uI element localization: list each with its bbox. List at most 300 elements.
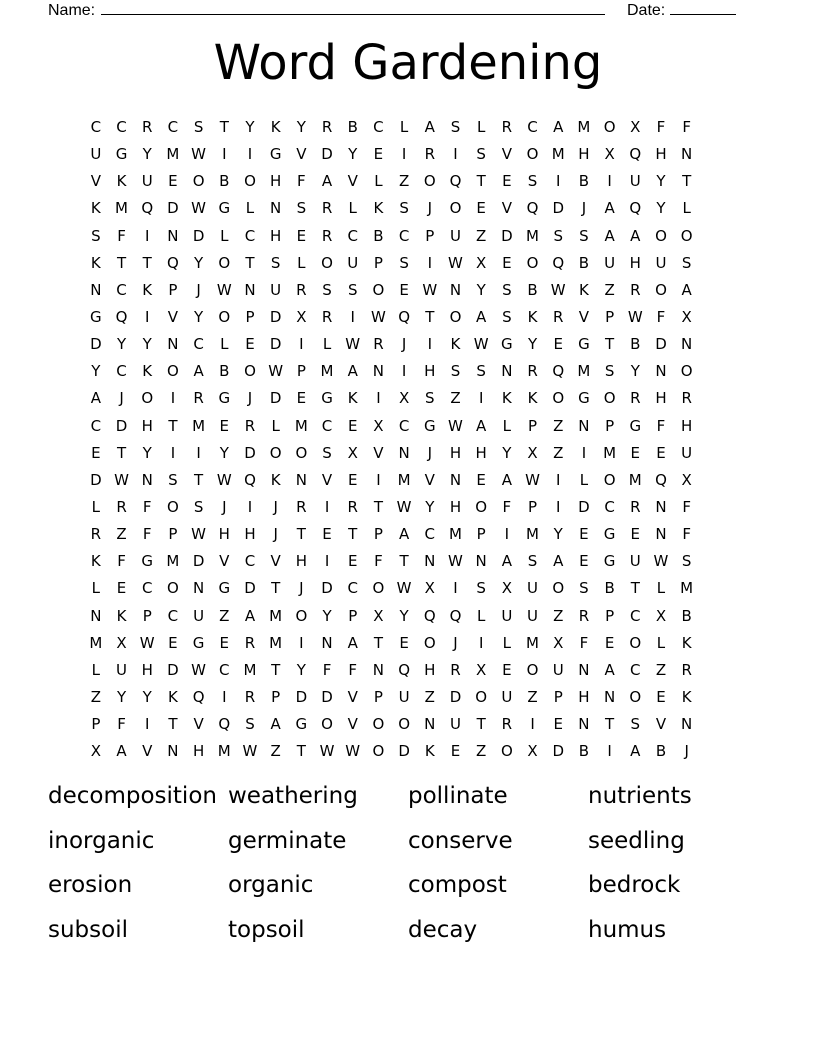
grid-letter[interactable]: Y [219,443,229,462]
grid-letter[interactable]: P [425,226,435,245]
grid-letter[interactable]: Z [398,172,410,191]
grid-letter[interactable]: O [526,660,539,679]
grid-letter[interactable]: S [630,715,641,734]
grid-letter[interactable]: H [475,443,487,462]
grid-letter[interactable]: X [476,253,487,272]
grid-letter[interactable]: Y [656,199,666,218]
grid-letter[interactable]: A [553,552,564,571]
grid-letter[interactable]: N [603,688,616,707]
grid-letter[interactable]: M [294,416,308,435]
grid-letter[interactable]: C [167,606,179,625]
grid-letter[interactable]: K [450,335,461,354]
grid-letter[interactable]: T [476,172,486,191]
grid-letter[interactable]: Y [656,172,666,191]
grid-letter[interactable]: V [296,145,307,164]
grid-letter[interactable]: V [655,715,667,734]
grid-letter[interactable]: V [321,470,333,489]
grid-letter[interactable]: M [551,145,565,164]
grid-letter[interactable]: K [424,742,435,761]
grid-letter[interactable]: Z [476,742,487,761]
grid-letter[interactable]: C [604,498,615,517]
grid-letter[interactable]: R [553,308,564,327]
grid-letter[interactable]: X [553,633,564,652]
grid-letter[interactable]: M [628,470,642,489]
grid-letter[interactable]: I [247,498,253,517]
grid-letter[interactable]: M [115,199,128,218]
grid-letter[interactable]: X [373,606,384,625]
grid-letter[interactable]: E [502,172,512,191]
grid-letter[interactable]: H [270,226,282,245]
grid-letter[interactable]: U [501,688,513,707]
grid-letter[interactable]: A [116,742,127,761]
grid-letter[interactable]: N [449,470,462,489]
grid-letter[interactable]: V [347,688,358,707]
grid-letter[interactable]: Q [552,253,565,272]
grid-letter[interactable]: Y [527,335,538,354]
grid-letter[interactable]: H [141,660,153,679]
grid-letter[interactable]: R [450,660,461,679]
grid-letter[interactable]: H [578,688,590,707]
grid-letter[interactable]: C [630,606,641,625]
grid-letter[interactable]: I [145,226,150,245]
grid-letter[interactable]: O [218,308,231,327]
grid-letter[interactable]: E [347,552,358,571]
grid-letter[interactable]: W [191,145,207,164]
grid-letter[interactable]: D [192,552,205,571]
grid-letter[interactable]: I [170,389,176,408]
grid-letter[interactable]: L [656,579,666,598]
grid-letter[interactable]: I [222,145,227,164]
grid-letter[interactable]: C [90,416,102,435]
grid-letter[interactable]: U [629,552,641,571]
grid-letter[interactable]: L [271,416,280,435]
grid-letter[interactable]: C [244,552,256,571]
grid-letter[interactable]: P [605,416,615,435]
grid-letter[interactable]: V [219,552,230,571]
grid-letter[interactable]: N [372,660,385,679]
grid-letter[interactable]: P [245,308,255,327]
grid-letter[interactable]: Z [116,525,127,544]
grid-letter[interactable]: J [222,498,227,517]
grid-letter[interactable]: G [141,552,154,571]
grid-letter[interactable]: A [347,362,358,381]
grid-letter[interactable]: S [553,226,563,245]
grid-letter[interactable]: L [476,118,486,137]
grid-letter[interactable]: F [682,525,691,544]
grid-letter[interactable]: J [299,579,304,598]
grid-letter[interactable]: E [245,335,255,354]
grid-letter[interactable]: D [449,688,462,707]
grid-letter[interactable]: O [372,742,385,761]
grid-letter[interactable]: G [578,335,590,354]
grid-letter[interactable]: J [247,389,253,408]
grid-letter[interactable]: R [630,389,641,408]
grid-letter[interactable]: E [322,525,332,544]
grid-letter[interactable]: S [527,552,538,571]
grid-letter[interactable]: O [192,172,205,191]
grid-letter[interactable]: U [90,145,102,164]
grid-letter[interactable]: E [373,145,384,164]
grid-letter[interactable]: O [167,579,179,598]
grid-letter[interactable]: D [90,470,102,489]
grid-letter[interactable]: I [453,145,458,164]
grid-letter[interactable]: W [191,660,207,679]
grid-letter[interactable]: N [578,660,590,679]
grid-letter[interactable]: V [373,443,384,462]
grid-letter[interactable]: R [681,389,692,408]
grid-letter[interactable]: W [139,633,155,652]
grid-letter[interactable]: M [243,660,257,679]
grid-letter[interactable]: G [115,145,128,164]
grid-letter[interactable]: V [270,552,281,571]
grid-letter[interactable]: R [373,335,384,354]
grid-letter[interactable]: P [476,525,486,544]
grid-letter[interactable]: Y [425,498,435,517]
grid-letter[interactable]: F [142,498,152,517]
grid-letter[interactable]: U [629,172,641,191]
grid-letter[interactable]: W [448,253,463,272]
grid-letter[interactable]: I [478,389,484,408]
grid-letter[interactable]: W [242,742,258,761]
grid-letter[interactable]: O [680,226,693,245]
grid-letter[interactable]: F [682,118,691,137]
grid-letter[interactable]: E [219,416,230,435]
grid-letter[interactable]: C [347,579,358,598]
grid-letter[interactable]: R [630,498,641,517]
grid-letter[interactable]: A [604,660,615,679]
grid-letter[interactable]: H [449,498,462,517]
grid-letter[interactable]: D [244,579,256,598]
grid-letter[interactable]: Q [449,606,462,625]
grid-letter[interactable]: T [116,253,127,272]
grid-letter[interactable]: Z [476,226,487,245]
grid-letter[interactable]: X [681,470,692,489]
grid-letter[interactable]: A [681,280,692,299]
grid-letter[interactable]: E [630,525,641,544]
grid-letter[interactable]: S [502,280,512,299]
grid-letter[interactable]: O [295,606,308,625]
grid-letter[interactable]: R [501,715,513,734]
grid-letter[interactable]: K [681,688,692,707]
grid-letter[interactable]: S [245,715,255,734]
grid-letter[interactable]: O [449,199,462,218]
grid-letter[interactable]: Q [629,145,642,164]
grid-letter[interactable]: B [578,172,590,191]
grid-letter[interactable]: M [526,226,539,245]
grid-letter[interactable]: S [296,199,307,218]
grid-letter[interactable]: C [373,118,384,137]
grid-letter[interactable]: O [603,389,616,408]
grid-letter[interactable]: M [577,118,591,137]
grid-letter[interactable]: A [270,715,281,734]
grid-letter[interactable]: J [273,498,278,517]
grid-letter[interactable]: P [373,688,383,707]
grid-letter[interactable]: C [347,226,358,245]
grid-letter[interactable]: Z [553,416,564,435]
grid-letter[interactable]: N [449,280,462,299]
grid-letter[interactable]: Y [142,145,152,164]
grid-letter[interactable]: G [578,389,590,408]
grid-letter[interactable]: I [556,498,561,517]
grid-letter[interactable]: J [401,335,407,354]
grid-letter[interactable]: M [603,443,617,462]
grid-letter[interactable]: R [244,416,256,435]
grid-letter[interactable]: T [168,715,178,734]
grid-letter[interactable]: O [500,742,513,761]
grid-letter[interactable]: T [630,579,640,598]
grid-letter[interactable]: L [502,416,512,435]
grid-letter[interactable]: P [605,308,615,327]
grid-letter[interactable]: Z [270,742,281,761]
grid-letter[interactable]: W [448,552,463,571]
grid-letter[interactable]: H [295,552,307,571]
grid-letter[interactable]: D [269,308,282,327]
grid-letter[interactable]: E [476,199,486,218]
grid-letter[interactable]: V [501,199,512,218]
grid-letter[interactable]: W [627,308,643,327]
grid-letter[interactable]: Q [398,660,410,679]
grid-letter[interactable]: A [476,416,487,435]
grid-letter[interactable]: O [321,253,333,272]
grid-letter[interactable]: S [450,362,461,381]
grid-letter[interactable]: W [345,335,361,354]
grid-letter[interactable]: V [501,145,512,164]
grid-letter[interactable]: N [270,199,282,218]
grid-letter[interactable]: D [167,199,179,218]
grid-letter[interactable]: E [502,253,512,272]
grid-letter[interactable]: O [449,308,462,327]
grid-letter[interactable]: D [321,579,333,598]
grid-letter[interactable]: L [91,498,101,517]
grid-letter[interactable]: S [476,579,486,598]
grid-letter[interactable]: C [219,660,230,679]
grid-letter[interactable]: P [142,606,152,625]
grid-letter[interactable]: N [681,335,693,354]
grid-letter[interactable]: O [629,688,642,707]
grid-letter[interactable]: N [655,498,667,517]
grid-letter[interactable]: R [193,389,204,408]
grid-letter[interactable]: M [320,362,334,381]
grid-letter[interactable]: C [193,335,204,354]
grid-letter[interactable]: Y [245,118,255,137]
grid-letter[interactable]: R [244,688,256,707]
grid-letter[interactable]: A [90,389,101,408]
grid-letter[interactable]: I [324,498,330,517]
grid-letter[interactable]: F [142,525,152,544]
grid-letter[interactable]: Q [552,362,565,381]
grid-letter[interactable]: B [347,118,358,137]
grid-letter[interactable]: I [556,172,561,191]
grid-letter[interactable]: T [373,633,383,652]
grid-letter[interactable]: C [116,280,127,299]
grid-letter[interactable]: W [216,470,232,489]
grid-letter[interactable]: F [656,118,666,137]
grid-letter[interactable]: C [167,118,179,137]
grid-letter[interactable]: L [245,199,255,218]
grid-letter[interactable]: X [630,118,641,137]
grid-letter[interactable]: Y [296,118,306,137]
grid-letter[interactable]: K [90,253,101,272]
grid-letter[interactable]: I [607,172,612,191]
grid-letter[interactable]: Y [348,145,358,164]
grid-letter[interactable]: U [116,660,128,679]
grid-letter[interactable]: T [399,552,409,571]
grid-letter[interactable]: R [681,660,692,679]
grid-letter[interactable]: F [117,715,126,734]
grid-letter[interactable]: A [347,633,358,652]
grid-letter[interactable]: R [321,226,333,245]
grid-letter[interactable]: U [681,443,693,462]
grid-letter[interactable]: K [142,280,153,299]
grid-letter[interactable]: U [527,579,539,598]
grid-letter[interactable]: T [373,498,383,517]
grid-letter[interactable]: H [655,145,667,164]
grid-letter[interactable]: Z [553,443,564,462]
grid-letter[interactable]: O [552,579,565,598]
grid-letter[interactable]: L [348,199,357,218]
grid-letter[interactable]: S [450,118,461,137]
grid-letter[interactable]: S [527,172,538,191]
grid-letter[interactable]: O [218,253,231,272]
grid-letter[interactable]: R [116,498,127,517]
grid-letter[interactable]: R [527,362,538,381]
grid-letter[interactable]: B [681,606,692,625]
grid-letter[interactable]: R [244,633,256,652]
grid-letter[interactable]: U [193,606,205,625]
grid-letter[interactable]: T [168,416,178,435]
grid-letter[interactable]: E [553,335,563,354]
grid-letter[interactable]: L [322,335,332,354]
grid-letter[interactable]: A [244,606,256,625]
grid-letter[interactable]: N [424,715,436,734]
grid-letter[interactable]: O [475,688,488,707]
grid-letter[interactable]: S [604,362,615,381]
grid-letter[interactable]: D [269,335,282,354]
grid-letter[interactable]: F [656,308,666,327]
grid-letter[interactable]: J [119,389,124,408]
grid-letter[interactable]: A [398,525,410,544]
grid-letter[interactable]: B [630,335,641,354]
grid-letter[interactable]: Y [296,660,306,679]
grid-letter[interactable]: W [370,308,386,327]
grid-letter[interactable]: S [91,226,101,245]
grid-letter[interactable]: L [220,335,229,354]
grid-letter[interactable]: F [502,498,512,517]
grid-letter[interactable]: E [399,633,409,652]
grid-letter[interactable]: Q [167,253,179,272]
grid-letter[interactable]: X [398,389,410,408]
grid-letter[interactable]: E [347,416,358,435]
grid-letter[interactable]: P [168,525,178,544]
grid-letter[interactable]: R [90,525,102,544]
grid-letter[interactable]: X [476,660,487,679]
grid-letter[interactable]: X [604,145,615,164]
grid-letter[interactable]: I [145,715,150,734]
grid-letter[interactable]: E [579,525,589,544]
grid-letter[interactable]: P [91,715,101,734]
grid-letter[interactable]: O [655,280,667,299]
grid-letter[interactable]: S [193,118,204,137]
grid-letter[interactable]: B [527,280,538,299]
grid-letter[interactable]: X [655,606,667,625]
grid-letter[interactable]: I [401,145,407,164]
grid-letter[interactable]: E [502,660,512,679]
grid-letter[interactable]: X [424,579,435,598]
grid-letter[interactable]: O [603,470,616,489]
grid-letter[interactable]: R [424,145,435,164]
grid-letter[interactable]: I [196,443,201,462]
grid-letter[interactable]: K [116,172,127,191]
grid-letter[interactable]: W [191,525,207,544]
grid-letter[interactable]: O [141,389,154,408]
grid-letter[interactable]: E [656,443,666,462]
grid-letter[interactable]: F [348,660,358,679]
grid-letter[interactable]: K [527,308,538,327]
grid-letter[interactable]: U [449,715,461,734]
grid-letter[interactable]: V [90,172,101,191]
grid-letter[interactable]: C [527,118,538,137]
grid-letter[interactable]: N [167,742,179,761]
grid-letter[interactable]: D [321,145,333,164]
grid-letter[interactable]: G [269,145,282,164]
grid-letter[interactable]: A [604,199,615,218]
grid-letter[interactable]: X [527,443,538,462]
grid-letter[interactable]: I [581,443,587,462]
grid-letter[interactable]: Q [141,199,154,218]
grid-letter[interactable]: K [527,389,538,408]
grid-letter[interactable]: T [296,742,306,761]
grid-letter[interactable]: K [578,280,589,299]
grid-letter[interactable]: T [605,335,615,354]
grid-letter[interactable]: R [501,118,513,137]
grid-letter[interactable]: X [116,633,127,652]
grid-letter[interactable]: T [271,660,281,679]
grid-letter[interactable]: W [191,199,207,218]
grid-letter[interactable]: H [192,742,205,761]
grid-letter[interactable]: A [321,172,333,191]
grid-letter[interactable]: U [270,280,282,299]
grid-letter[interactable]: B [219,362,230,381]
grid-letter[interactable]: B [604,579,615,598]
grid-letter[interactable]: Q [398,308,410,327]
grid-letter[interactable]: N [578,416,590,435]
grid-letter[interactable]: R [578,606,590,625]
grid-letter[interactable]: S [681,253,692,272]
grid-letter[interactable]: I [247,145,253,164]
grid-letter[interactable]: T [348,525,358,544]
grid-letter[interactable]: Z [450,389,461,408]
grid-letter[interactable]: U [347,253,359,272]
grid-letter[interactable]: F [117,552,126,571]
grid-letter[interactable]: F [682,498,691,517]
grid-letter[interactable]: O [167,498,179,517]
grid-letter[interactable]: X [501,579,512,598]
grid-letter[interactable]: E [656,688,666,707]
grid-letter[interactable]: U [527,606,539,625]
grid-letter[interactable]: D [655,335,667,354]
grid-letter[interactable]: Z [553,606,564,625]
grid-letter[interactable]: Q [192,688,205,707]
grid-letter[interactable]: C [116,362,127,381]
grid-letter[interactable]: O [321,715,333,734]
grid-letter[interactable]: E [219,633,230,652]
grid-letter[interactable]: C [424,525,436,544]
grid-letter[interactable]: N [475,552,487,571]
grid-letter[interactable]: Q [218,715,231,734]
grid-letter[interactable]: J [453,633,458,652]
grid-letter[interactable]: G [218,579,231,598]
grid-letter[interactable]: Z [90,688,101,707]
